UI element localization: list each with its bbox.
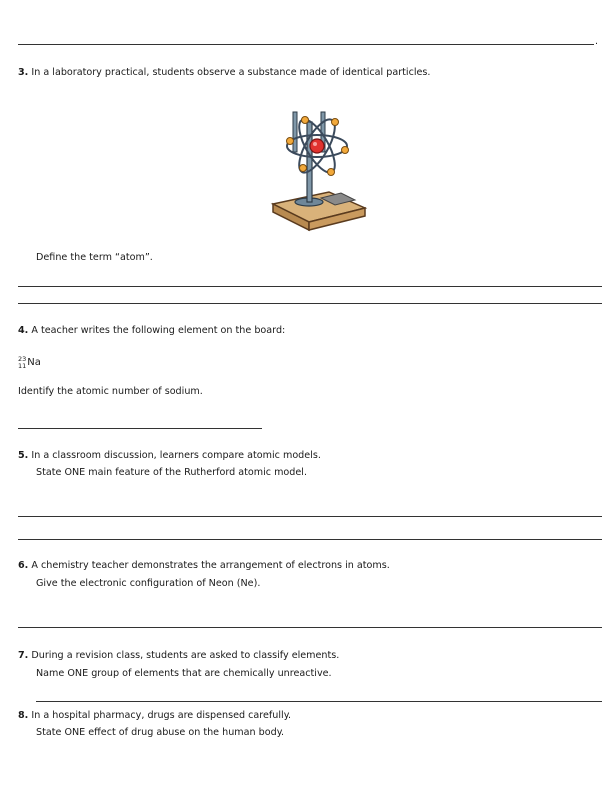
question-7-text: During a revision class, students are asked to classify elements.	[31, 650, 340, 661]
question-8-sub: State ONE effect of drug abuse on the human body.	[36, 727, 285, 738]
answer-line-q5-2[interactable]	[18, 539, 602, 540]
question-4	[18, 325, 285, 337]
answer-line-q3-2[interactable]	[18, 303, 602, 304]
top-line-period: .	[595, 36, 599, 47]
answer-line-q4[interactable]	[18, 428, 262, 429]
answer-line-q5-1[interactable]	[18, 516, 602, 517]
question-7-sub: Name ONE group of elements that are chemically unreactive.	[36, 668, 332, 679]
question-6-number: 6.	[18, 560, 29, 571]
question-6-text: A chemistry teacher demonstrates the arrangement of electrons in atoms.	[31, 560, 390, 571]
answer-line-q6[interactable]	[18, 627, 602, 628]
element-symbol: Na	[27, 357, 41, 368]
question-3-number: 3.	[18, 67, 29, 78]
question-6-sub: Give the electronic configuration of Neon (Ne).	[36, 578, 261, 589]
question-4-text: A teacher writes the following element on the board:	[31, 325, 286, 336]
question-5-text: In a classroom discussion, learners compare atomic models.	[31, 450, 321, 461]
question-5-sub: State ONE main feature of the Rutherford atomic model.	[36, 467, 308, 478]
question-7	[18, 650, 339, 662]
question-8	[18, 710, 291, 722]
atom-model-illustration	[265, 92, 369, 232]
question-3-sub: Define the term “atom”.	[36, 252, 153, 263]
atomic-number: 11	[18, 361, 27, 370]
question-8-text: In a hospital pharmacy, drugs are dispensed carefully.	[31, 710, 292, 721]
answer-line-q7[interactable]	[36, 701, 602, 702]
answer-line-top[interactable]	[18, 44, 594, 45]
question-5	[18, 450, 321, 462]
question-4-sub: Identify the atomic number of sodium.	[18, 386, 203, 397]
question-6	[18, 560, 390, 572]
question-7-number: 7.	[18, 650, 29, 661]
answer-line-q3-1[interactable]	[18, 286, 602, 287]
question-5-number: 5.	[18, 450, 29, 461]
question-4-number: 4.	[18, 325, 29, 336]
sodium-nuclide-notation	[18, 356, 41, 369]
atom-model-on-book-icon	[265, 92, 369, 232]
question-3	[18, 67, 430, 79]
mass-number: 23	[18, 355, 27, 363]
question-3-text: In a laboratory practical, students observe a substance made of identical particles.	[31, 67, 431, 78]
question-8-number: 8.	[18, 710, 29, 721]
